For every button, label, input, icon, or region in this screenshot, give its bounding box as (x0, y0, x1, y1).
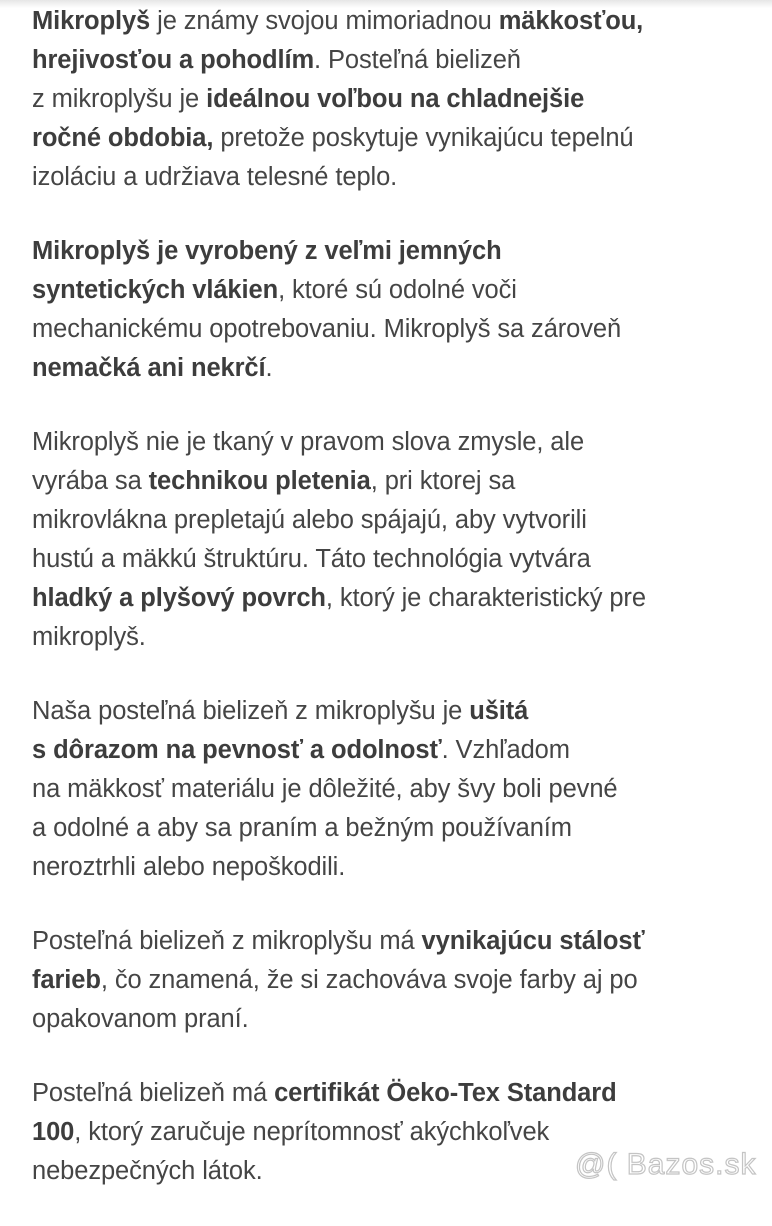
text: . Vzhľadom (441, 736, 570, 764)
text: opakovanom praní. (32, 1005, 249, 1033)
text: vyrába sa (32, 467, 149, 495)
bold-text: certifikát Öeko-Tex Standard (274, 1079, 617, 1107)
text: mikrovlákna prepletajú alebo spájajú, aby vytvorili (32, 506, 587, 534)
text-line (32, 80, 762, 119)
text: neroztrhli alebo nepoškodili. (32, 853, 346, 881)
text: . Posteľná bielizeň (314, 46, 521, 74)
product-description (32, 2, 762, 1226)
text: Posteľná bielizeň má (32, 1079, 275, 1107)
text-line (32, 349, 762, 388)
text-line (32, 618, 762, 657)
text: , čo znamená, že si zachováva svoje farby aj po (100, 966, 638, 994)
bold-text: syntetických vlákien (32, 276, 279, 304)
text: mechanickému opotrebovaniu. Mikroplyš sa zároveň (32, 315, 622, 343)
text: a odolné a aby sa praním a bežným používaním (32, 814, 572, 842)
text: Posteľná bielizeň z mikroplyšu má (32, 927, 422, 955)
bold-text: vynikajúcu stálosť (421, 927, 645, 955)
text: Naša posteľná bielizeň z mikroplyšu je (32, 697, 470, 725)
text-line (32, 462, 762, 501)
text: na mäkkosť materiálu je dôležité, aby švy boli pevné (32, 775, 618, 803)
text: nebezpečných látok. (32, 1157, 263, 1185)
paragraph (32, 922, 762, 1039)
bold-text: ušitá (469, 697, 529, 725)
text-line (32, 770, 762, 809)
text-line (32, 540, 762, 579)
bold-text: ročné obdobia, (32, 124, 214, 152)
bold-text: farieb (32, 966, 101, 994)
bold-text: hrejivosťou a pohodlím (32, 46, 315, 74)
bold-text: ideálnou voľbou na chladnejšie (206, 85, 585, 113)
text: izoláciu a udržiava telesné teplo. (32, 163, 398, 191)
text-line (32, 310, 762, 349)
text: . (265, 354, 273, 382)
text: , pri ktorej sa (370, 467, 516, 495)
bold-text: nemačká ani nekrčí (32, 354, 266, 382)
paragraph (32, 232, 762, 388)
text-line (32, 961, 762, 1000)
text-line (32, 271, 762, 310)
paragraph (32, 423, 762, 657)
text-line (32, 158, 762, 197)
text-line (32, 423, 762, 462)
text-line (32, 579, 762, 618)
text-line (32, 1000, 762, 1039)
text-line (32, 501, 762, 540)
paragraph (32, 2, 762, 197)
text: , ktorý zaručuje neprítomnosť akýchkoľvek (74, 1118, 550, 1146)
text-line (32, 41, 762, 80)
bold-text: hladký a plyšový povrch (32, 584, 326, 612)
text-line (32, 809, 762, 848)
text-line (32, 692, 762, 731)
bazos-watermark: @( Bazos.sk (575, 1148, 757, 1181)
text: , ktoré sú odolné voči (278, 276, 517, 304)
text: Mikroplyš nie je tkaný v pravom slova zmysle, ale (32, 428, 585, 456)
text: hustú a mäkkú štruktúru. Táto technológia vytvára (32, 545, 591, 573)
paragraph (32, 692, 762, 887)
text-line (32, 232, 762, 271)
bold-text: s dôrazom na pevnosť a odolnosť (32, 736, 442, 764)
bold-text: Mikroplyš (32, 7, 151, 35)
bold-text: 100 (32, 1118, 75, 1146)
text: pretože poskytuje vynikajúcu tepelnú (213, 124, 634, 152)
bold-text: technikou pletenia (148, 467, 371, 495)
text: z mikroplyšu je (32, 85, 207, 113)
text-line (32, 1074, 762, 1113)
text-line (32, 922, 762, 961)
bold-text: mäkkosťou, (498, 7, 644, 35)
text-line (32, 119, 762, 158)
text-line (32, 1113, 762, 1152)
text: , ktorý je charakteristický pre (325, 584, 646, 612)
text-line (32, 848, 762, 887)
text-line (32, 731, 762, 770)
text-line (32, 2, 762, 41)
text: mikroplyš. (32, 623, 146, 651)
bold-text: Mikroplyš je vyrobený z veľmi jemných (32, 237, 502, 265)
text: je známy svojou mimoriadnou (150, 7, 499, 35)
